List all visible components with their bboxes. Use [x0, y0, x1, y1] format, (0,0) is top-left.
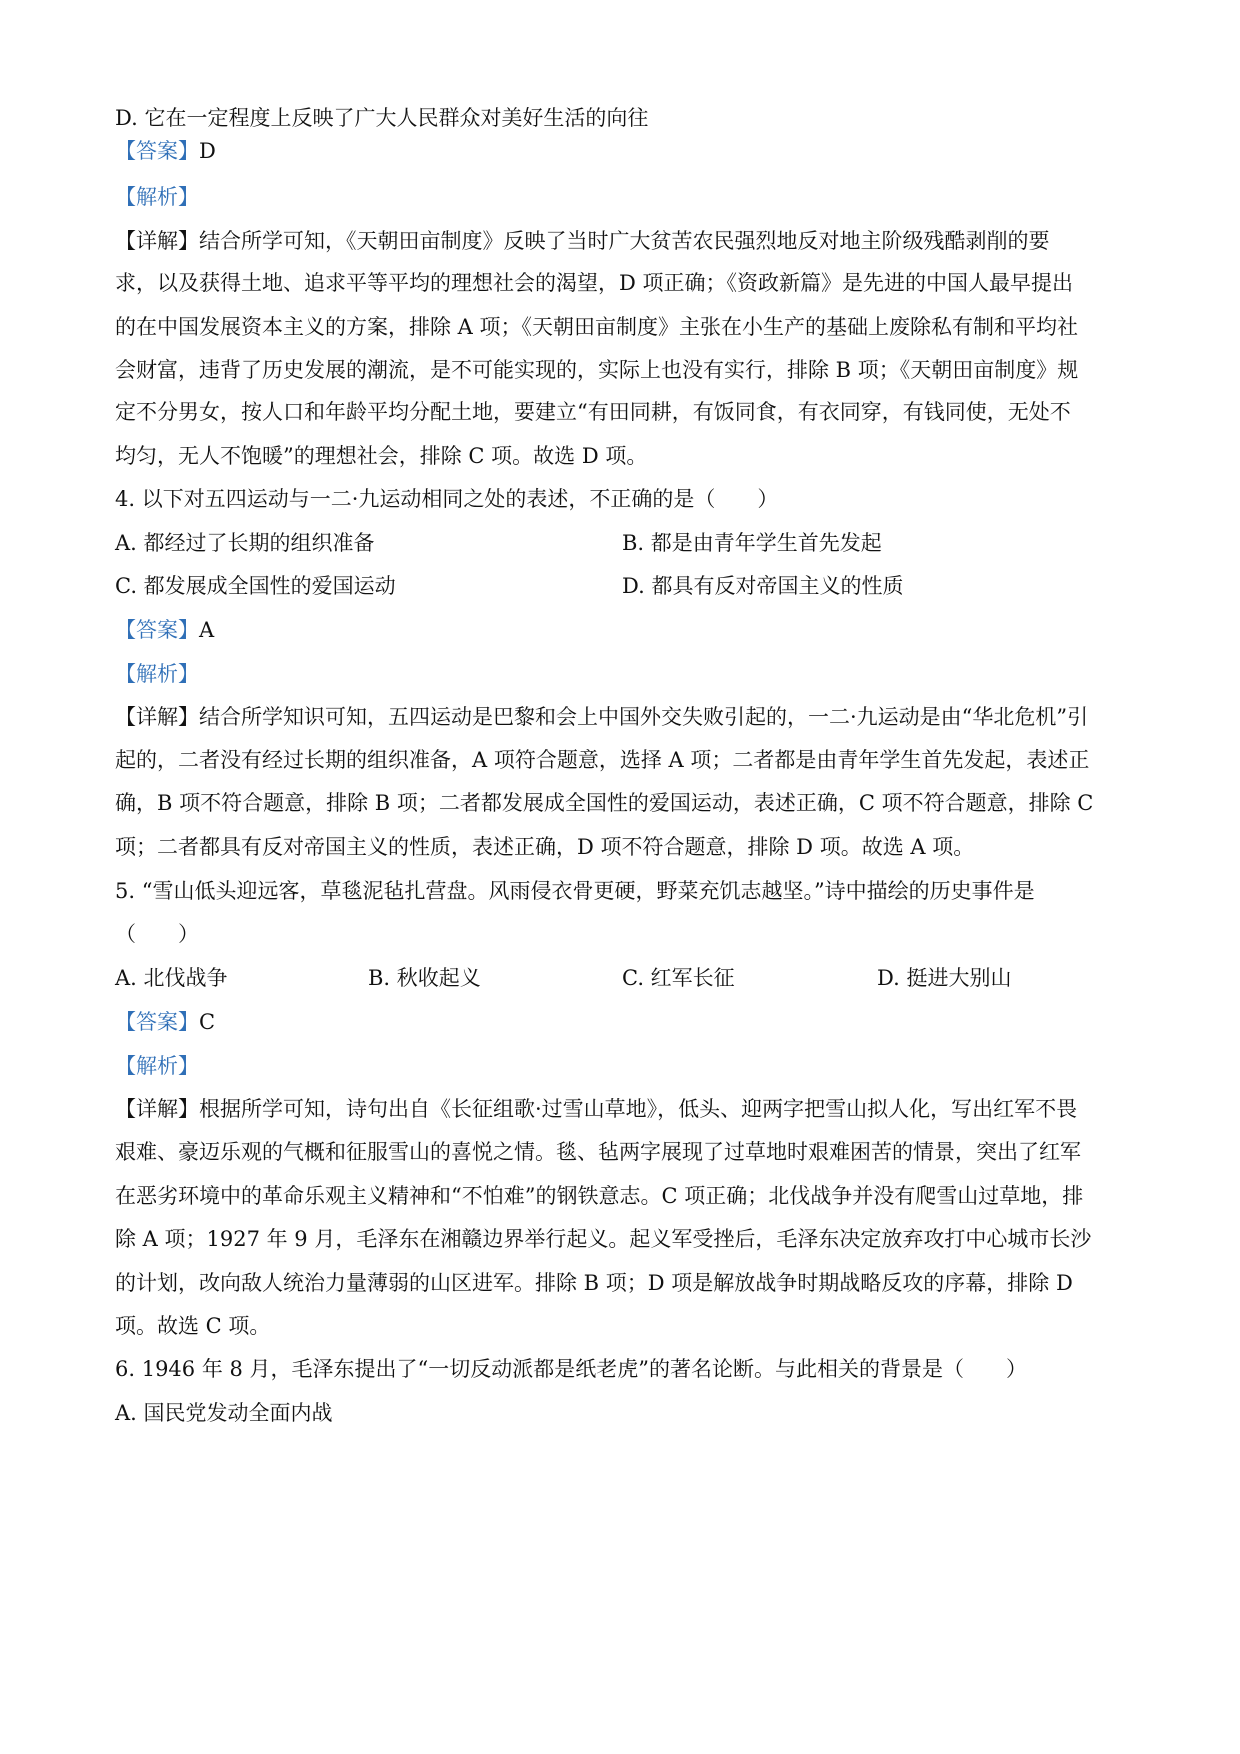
q5-analysis-tag: 【解析】 [115, 1054, 199, 1078]
q5-option-d: D. 挺进大别山 [877, 966, 1012, 990]
q4-option-b: B. 都是由青年学生首先发起 [622, 531, 882, 555]
q4-detail-2: 起的，二者没有经过长期的组织准备，A 项符合题意，选择 A 项；二者都是由青年学生首先发起，表述正 [115, 748, 1090, 772]
answer-value: D [199, 139, 216, 163]
detail-tag: 【详解】 [115, 705, 199, 729]
q4-answer-line [115, 615, 1135, 645]
q4-analysis-tag: 【解析】 [115, 662, 199, 686]
q5-option-a: A. 北伐战争 [115, 966, 228, 990]
detail-tag: 【详解】 [115, 229, 199, 253]
q3-answer-line [115, 136, 1135, 166]
answer-tag: 【答案】 [115, 1010, 199, 1034]
q4-detail-1 [115, 702, 1135, 732]
q3-analysis-tag: 【解析】 [115, 185, 199, 209]
answer-value: A [199, 618, 215, 642]
answer-tag: 【答案】 [115, 139, 199, 163]
q3-detail-6: 均匀，无人不饱暖”的理想社会，排除 C 项。故选 D 项。 [115, 444, 648, 468]
answer-tag: 【答案】 [115, 618, 199, 642]
q6-option-a: A. 国民党发动全面内战 [115, 1401, 333, 1425]
q4-detail-3: 确，B 项不符合题意，排除 B 项；二者都发展成全国性的爱国运动，表述正确，C 项不符合题意，排除 C [115, 791, 1094, 815]
detail-text: 结合所学可知，《天朝田亩制度》反映了当时广大贫苦农民强烈地反对地主阶级残酷剥削的要 [199, 229, 1050, 253]
q3-option-d: D. 它在一定程度上反映了广大人民群众对美好生活的向往 [115, 106, 649, 130]
q5-stem: 5. “雪山低头迎远客，草毯泥毡扎营盘。风雨侵衣骨更硬，野菜充饥志越坚。”诗中描绘的历史事件是 [115, 879, 1035, 903]
q5-detail-5: 的计划，改向敌人统治力量薄弱的山区进军。排除 B 项；D 项是解放战争时期战略反攻的序幕，排除 D [115, 1271, 1073, 1295]
q6-stem: 6. 1946 年 8 月，毛泽东提出了“一切反动派都是纸老虎”的著名论断。与此相关的背景是（ ） [115, 1357, 1028, 1381]
q5-detail-4: 除 A 项；1927 年 9 月，毛泽东在湘赣边界举行起义。起义军受挫后，毛泽东决定放弃攻打中心城市长沙 [115, 1227, 1092, 1251]
q5-option-b: B. 秋收起义 [368, 966, 481, 990]
q5-stem-paren: （ ） [115, 922, 199, 946]
q3-detail-3: 的在中国发展资本主义的方案，排除 A 项；《天朝田亩制度》主张在小生产的基础上废除私有制和平均社 [115, 315, 1079, 339]
q4-detail-4: 项；二者都具有反对帝国主义的性质，表述正确，D 项不符合题意，排除 D 项。故选 A 项。 [115, 835, 975, 859]
q5-answer-line [115, 1007, 1135, 1037]
q4-option-c: C. 都发展成全国性的爱国运动 [115, 574, 396, 598]
q5-detail-3: 在恶劣环境中的革命乐观主义精神和“不怕难”的钢铁意志。C 项正确；北伐战争并没有爬雪山过草地，排 [115, 1184, 1084, 1208]
q3-detail-2: 求，以及获得土地、追求平等平均的理想社会的渴望，D 项正确；《资政新篇》是先进的中国人最早提出 [115, 271, 1074, 295]
q4-stem: 4. 以下对五四运动与一二·九运动相同之处的表述，不正确的是（ ） [115, 487, 779, 511]
answer-value: C [199, 1010, 216, 1034]
detail-text: 结合所学知识可知，五四运动是巴黎和会上中国外交失败引起的，一二·九运动是由“华北危机”引 [199, 705, 1089, 729]
q4-option-d: D. 都具有反对帝国主义的性质 [622, 574, 904, 598]
detail-tag: 【详解】 [115, 1097, 199, 1121]
q5-option-c: C. 红军长征 [622, 966, 735, 990]
q5-detail-6: 项。故选 C 项。 [115, 1314, 271, 1338]
q3-detail-1 [115, 226, 1135, 256]
q5-detail-1 [115, 1094, 1135, 1124]
q5-detail-2: 艰难、豪迈乐观的气概和征服雪山的喜悦之情。毯、毡两字展现了过草地时艰难困苦的情景，突出了红军 [115, 1140, 1081, 1164]
q3-detail-5: 定不分男女，按人口和年龄平均分配土地，要建立“有田同耕，有饭同食，有衣同穿，有钱同使，无处不 [115, 400, 1071, 424]
q4-option-a: A. 都经过了长期的组织准备 [115, 531, 375, 555]
q3-detail-4: 会财富，违背了历史发展的潮流，是不可能实现的，实际上也没有实行，排除 B 项；《天朝田亩制度》规 [115, 358, 1079, 382]
detail-text: 根据所学可知，诗句出自《长征组歌·过雪山草地》，低头、迎两字把雪山拟人化，写出红军不畏 [199, 1097, 1078, 1121]
